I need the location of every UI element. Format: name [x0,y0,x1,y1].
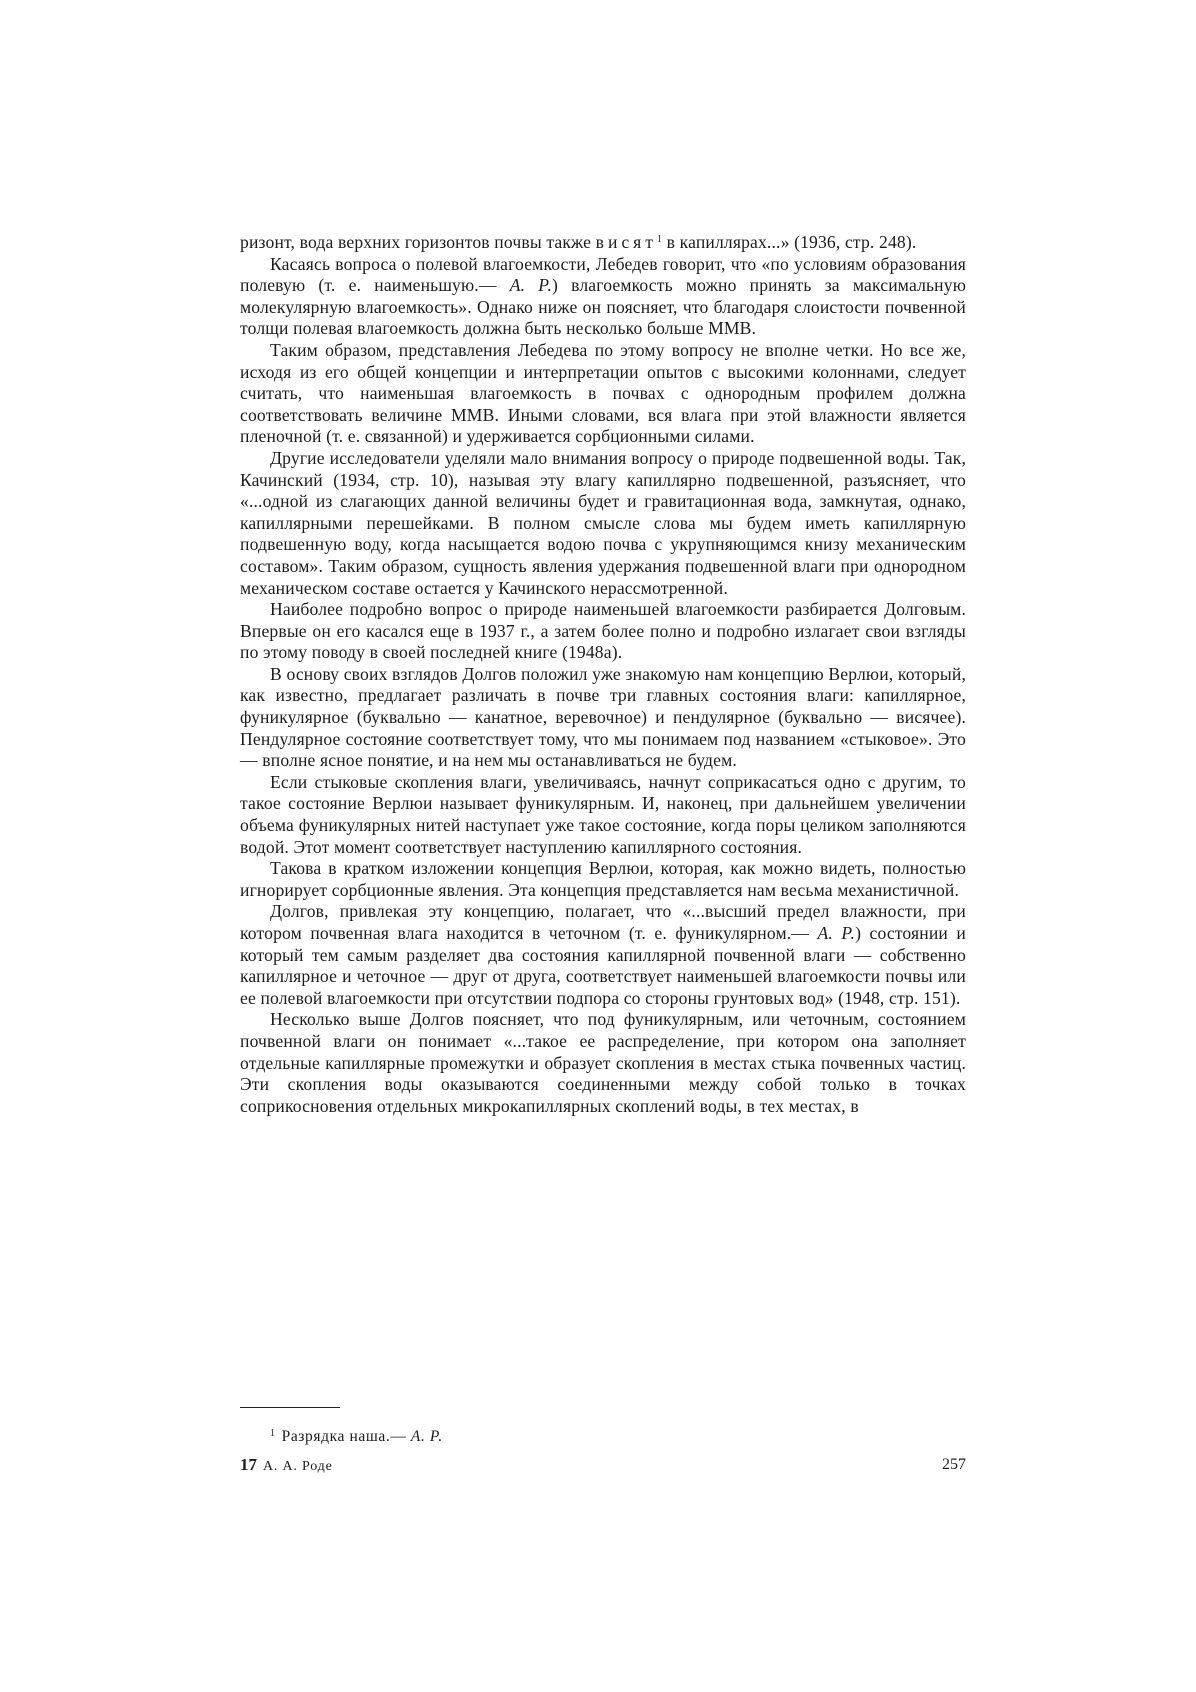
paragraph [240,448,966,599]
footnote-marker: 1 [270,1428,276,1439]
paragraph [240,858,966,901]
text-segment: В основу своих взглядов Долгов положил уже знакомую нам концепцию Верлюи, который, как известно, предлагает различать в почве три главных состояния влаги: капиллярное, фуникулярное (буквально — канатное, веревочное) и пендулярное (буквально — висячее). Пендулярное состояние соответствует тому, что мы понимаем под названием «стыковое». Это — вполне ясное понятие, и на нем мы останавливаться не будем. [240,663,966,771]
printer-signature [240,1455,333,1477]
paragraph [240,1009,966,1117]
footnote-text: Разрядка наша.— [281,1428,411,1445]
paragraph [240,664,966,772]
text-segment: Долгов, привлекая эту концепцию, полагает, что «...высший предел влажности, при котором почвенная влага находится в четочном (т. е. фуникулярном.— [240,901,966,943]
text-segment: ) влагоемкость можно принять за максимальную молекулярную влагоемкость». Однако ниже он поясняет, что благодаря слоистости почвенной толщи полевая влагоемкость должна быть несколько больше ММВ. [240,275,966,339]
text-segment: Таким образом, представления Лебедева по этому вопросу не вполне четки. Но все же, исходя из его общей концепции и интерпретации опытов с высокими колоннами, следует считать, что наименьшая влагоемкость в почвах с однородным профилем должна соответствовать величине ММВ. Иными словами, вся влага при этой влажности является пленочной (т. е. связанной) и удерживается сорбционными силами. [240,339,966,447]
text-segment: Если стыковые скопления влаги, увеличиваясь, начнут соприкасаться одно с другим, то такое состояние Верлюи называет фуникулярным. И, наконец, при дальнейшем увеличении объема фуникулярных нитей наступает уже такое состояние, когда поры целиком заполняются водой. Этот момент соответствует наступлению капиллярного состояния. [240,771,966,857]
paragraph [240,599,966,664]
text-segment: Такова в кратком изложении концепция Верлюи, которая, как можно видеть, полностью игнорирует сорбционные явления. Эта концепция представляется нам весьма механистичной. [240,858,966,900]
paragraph [240,254,966,340]
text-segment: Наиболее подробно вопрос о природе наименьшей влагоемкости разбирается Долговым. Впервые он его касался еще в 1937 г., а затем более полно и подробно излагает свои взгляды по этому поводу в своей последней книге (1948а). [240,599,966,663]
main-text [240,232,966,1117]
page-number: 257 [942,1456,966,1473]
text-segment: ризонт, вода верхних горизонтов почвы также [240,232,596,252]
emphasized-word: висят [595,232,657,252]
paragraph [240,901,966,1009]
text-segment: Несколько выше Долгов поясняет, что под фуникулярным, или четочным, состоянием почвенной влаги он понимает «...такое ее распределение, при котором она заполняет отдельные капиллярные промежутки и образует скопления в местах стыка почвенных частиц. Эти скопления воды оказываются соединенными между собой только в точках соприкосновения отдельных микрокапиллярных скоплений воды, в тех местах, в [240,1009,966,1116]
footnote-divider [240,1407,340,1408]
signature-author: А. А. Роде [263,1459,333,1474]
footnote-author: А. Р. [410,1428,443,1445]
text-segment: Другие исследователи уделяли мало внимания вопросу о природе подвешенной воды. Так, Качинский (1934, стр. 10), называя эту влагу капиллярно подвешенной, разъясняет, что «...одной из слагающих данной величины будет и гравитационная вода, замкнутая, однако, капиллярными перешейками. В полном смысле слова мы будем иметь капиллярную подвешенную воду, когда насыщается водою почва с укрупняющимся книзу механическим составом». Таким образом, сущность явления удержания подвешенной влаги при однородном механическом составе остается у Качинского нерассмотренной. [240,447,966,598]
paragraph [240,772,966,858]
author-initials: А. Р. [509,275,552,296]
footnote [270,1424,443,1447]
text-segment: Касаясь вопроса о полевой влагоемкости, Лебедев говорит, что «по условиям образования полевую (т. е. наименьшую.— [240,253,966,296]
footnote-reference: 1 [656,234,663,245]
paragraph [240,340,966,448]
paragraph [240,232,966,254]
text-segment: в капиллярах...» (1936, стр. 248). [662,232,917,252]
text-segment: ) состоянии и который тем самым разделяет два состояния капиллярной почвенной влаги — собственно капиллярное и четочное — друг от друга, соответствует наименьшей влагоемкости почвы или ее полевой влагоемкости при отсутствии подпора со стороны грунтовых вод» (1948, стр. 151). [240,923,966,1008]
author-initials: А. Р. [817,923,856,943]
sheet-number: 17 [240,1455,257,1474]
